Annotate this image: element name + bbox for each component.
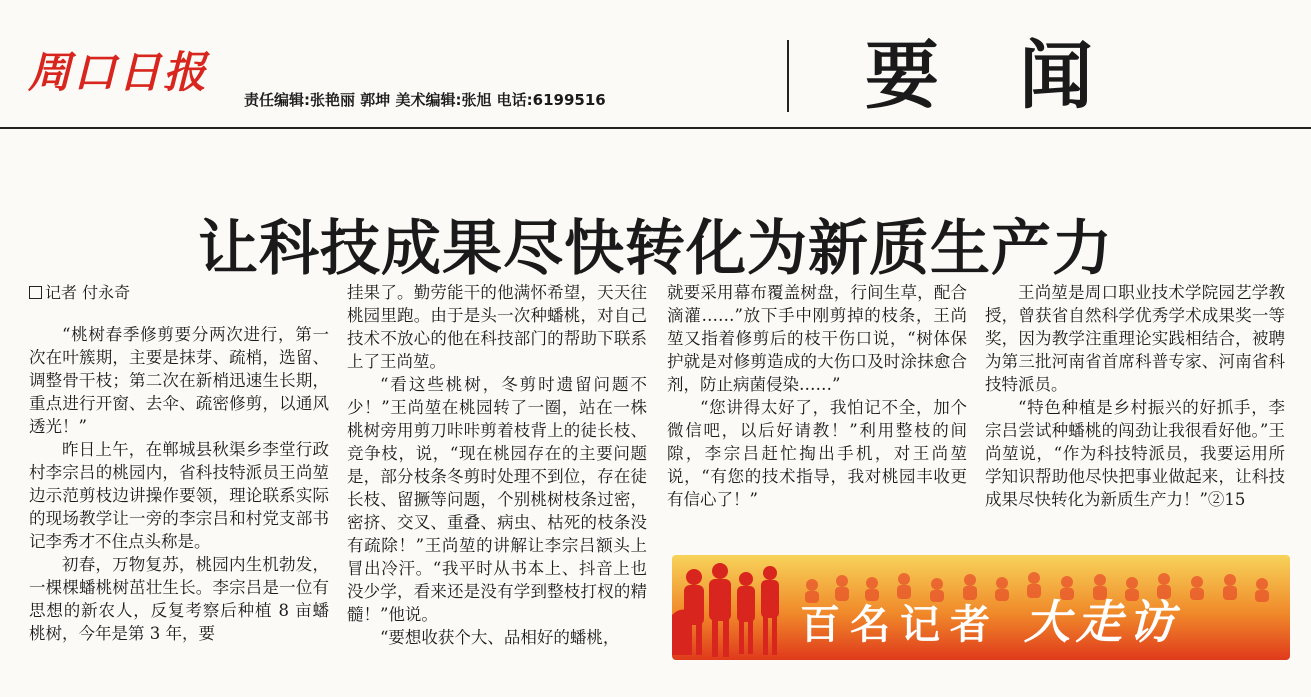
masthead-logo: 周口日报 (28, 48, 208, 98)
paragraph: “看这些桃树，冬剪时遗留问题不少！”王尚堃在桃园转了一圈，站在一株桃树旁用剪刀咔咔剪着枝背上的徒长枝、竞争枝，说，“现在桃园存在的主要问题是，部分枝条冬剪时处理不到位，存在徒长枝、留撅等问题，个别桃树枝条过密，密挤、交叉、重叠、病虫、枯死的枝条没有疏除！”王尚堃的讲解让李宗吕额头上冒出冷汗。“我平时从书本上、抖音上也没少学，看来还是没有学到整枝打杈的精髓！”他说。 (347, 375, 647, 624)
byline (29, 281, 329, 304)
paragraph: 初春，万物复苏，桃园内生机勃发，一棵棵蟠桃树茁壮生长。李宗吕是一位有思想的新农人，反复考察后种植 8 亩蟠桃树，今年是第 3 年，要 (29, 555, 329, 643)
paragraph: 挂果了。勤劳能干的他满怀希望，天天往桃园里跑。由于是头一次种蟠桃，对自己技术不放心的他在科技部门的帮助下联系上了王尚堃。 (347, 283, 647, 371)
byline-prefix: 记者 (45, 283, 78, 302)
paragraph: 昨日上午，在郸城县秋渠乡李堂行政村李宗吕的桃园内，省科技特派员王尚堃边示范剪枝边讲操作要领，理论联系实际的现场教学让一旁的李宗吕和村党支部书记李秀才不住点头称是。 (29, 440, 329, 551)
paragraph: 就要采用幕布覆盖树盘，行间生草，配合滴灌……”放下手中刚剪掉的枝条，王尚堃又指着修剪后的枝干伤口说，“树体保护就是对修剪造成的大伤口及时涂抹愈合剂，防止病菌侵染……” (667, 283, 967, 394)
article-column-2 (347, 281, 647, 649)
article-column-4 (985, 281, 1285, 511)
banner-text-b: 大走访 (1023, 595, 1180, 649)
paragraph: “要想收获个大、品相好的蟠桃， (380, 628, 620, 647)
paragraph: 王尚堃是周口职业技术学院园艺学教授，曾获省自然科学优秀学术成果奖一等奖，因为教学注重理论实践相结合，被聘为第三批河南省首席科普专家、河南省科技特派员。 (985, 283, 1285, 394)
paragraph: “桃树春季修剪要分两次进行，第一次在叶簇期，主要是抹芽、疏梢，选留、调整骨干枝；第二次在新梢迅速生长期，重点进行开窗、去伞、疏密修剪，以通风透光！” (29, 325, 329, 436)
article-column-1 (29, 281, 329, 645)
byline-box-icon (29, 286, 42, 299)
series-banner (672, 555, 1290, 660)
section-title: 要闻 (865, 33, 1173, 119)
editor-credits: 责任编辑:张艳丽 郭坤 美术编辑:张旭 电话:6199516 (244, 91, 606, 109)
banner-text-a: 百名记者 (800, 601, 1000, 648)
byline-name: 付永奇 (82, 283, 131, 302)
header-rule (0, 127, 1311, 129)
banner-title (800, 596, 1180, 651)
article-column-3 (667, 281, 967, 511)
masthead-divider (787, 40, 789, 112)
article-headline: 让科技成果尽快转化为新质生产力 (198, 214, 1113, 285)
paragraph: “特色种植是乡村振兴的好抓手，李宗吕尝试种蟠桃的闯劲让我很看好他。”王尚堃说，“作为科技特派员，我要运用所学知识帮助他尽快把事业做起来，让科技成果尽快转化为新质生产力！”②15 (985, 398, 1285, 509)
paragraph: “您讲得太好了，我怕记不全，加个微信吧，以后好请教！”利用整枝的间隙，李宗吕赶忙掏出手机，对王尚堃说，“有您的技术指导，我对桃园丰收更有信心了！” (667, 398, 967, 509)
